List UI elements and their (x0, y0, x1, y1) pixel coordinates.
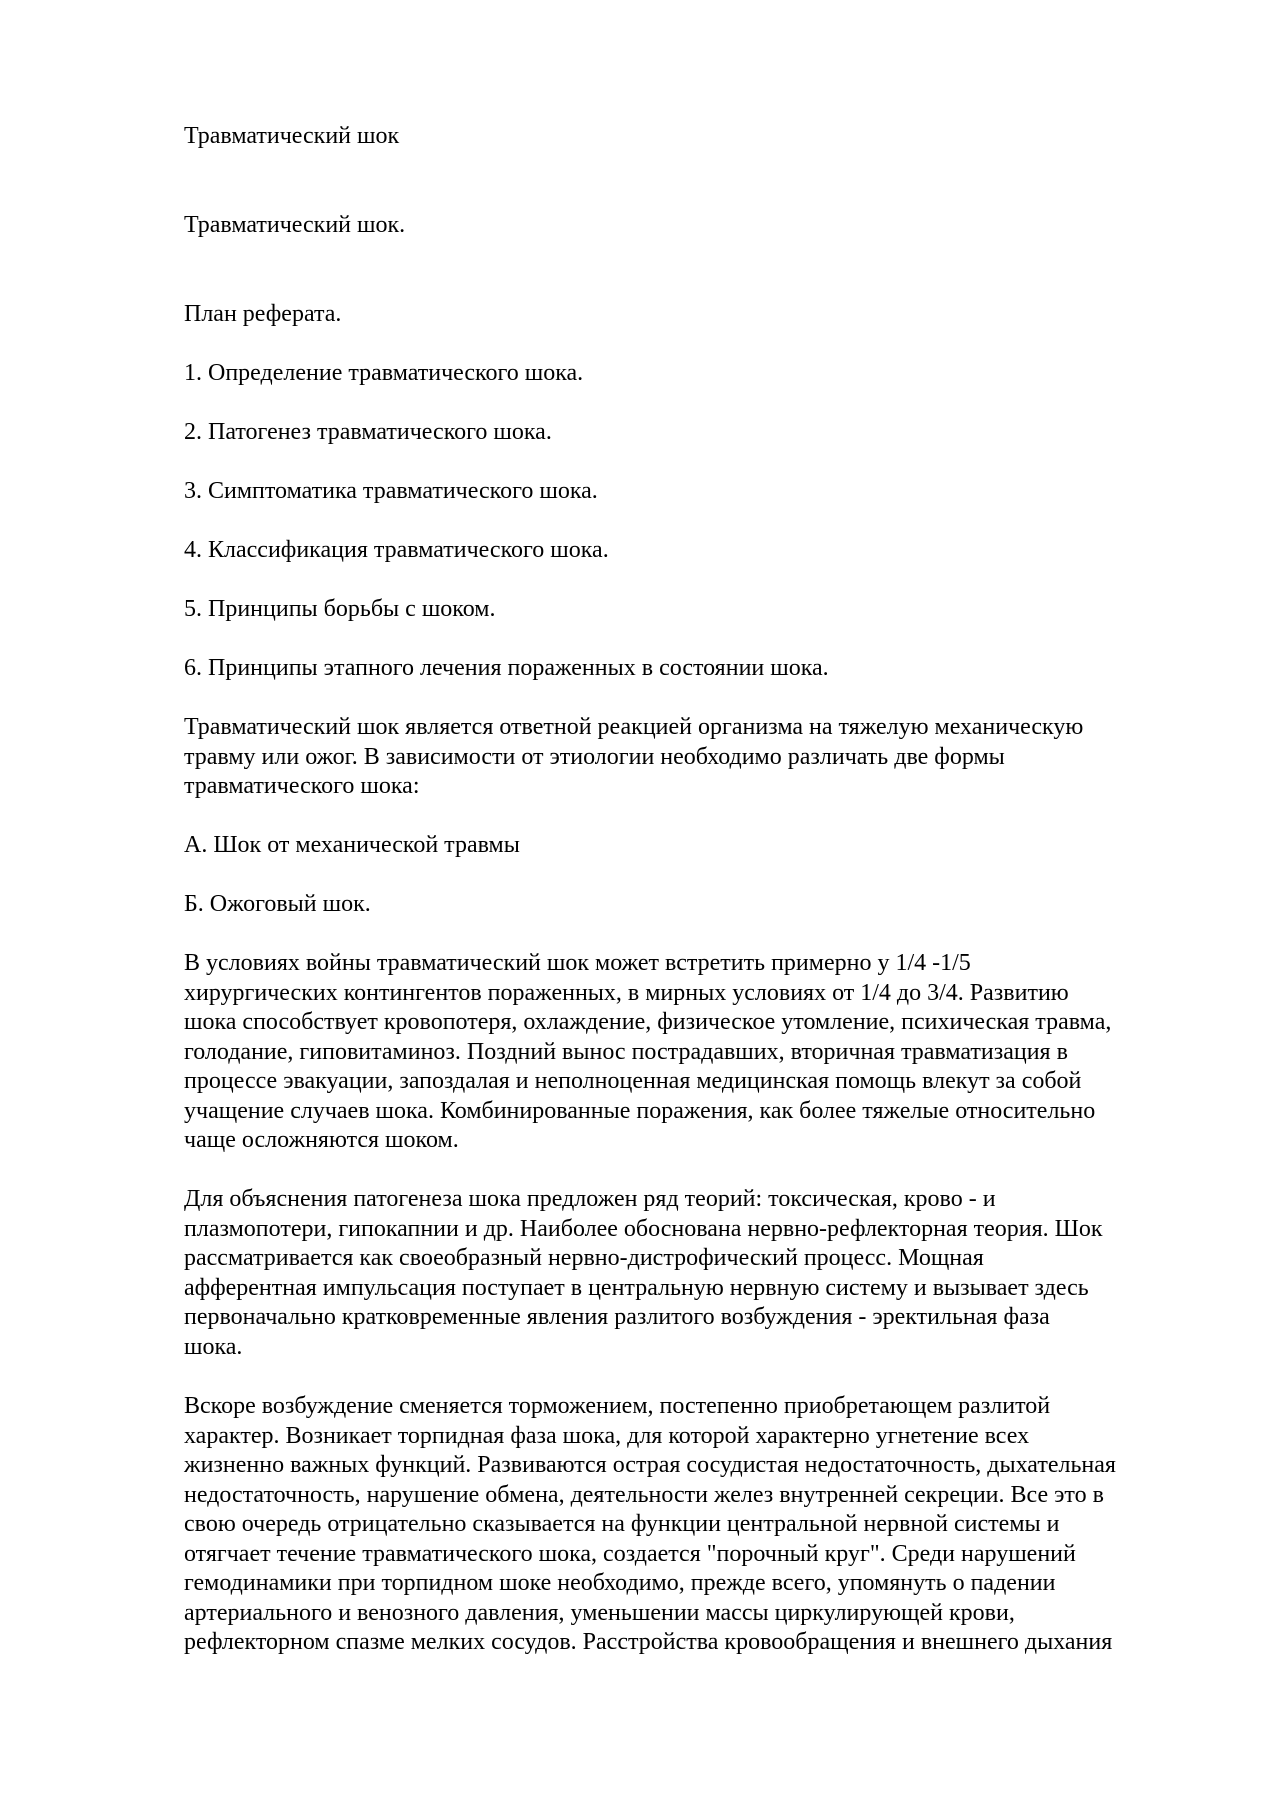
body-paragraph-1 (184, 949, 1194, 1156)
paragraph-line: травматического шока: (184, 773, 420, 799)
paragraph-line: артериального и венозного давления, уменьшении массы циркулирующей крови, (184, 1599, 1015, 1626)
paragraph-line: хирургических контингентов пораженных, в мирных условиях от 1/4 до 3/4. Развитию (184, 979, 1069, 1006)
paragraph-line: характер. Возникает торпидная фаза шока, для которой характерно угнетение всех (184, 1422, 1030, 1449)
paragraph-line: свою очередь отрицательно сказывается на функции центральной нервной системы и (184, 1511, 1060, 1537)
document-title: Травматический шок (184, 123, 400, 149)
paragraph-line: рассматривается как своеобразный нервно-дистрофический процесс. Мощная (184, 1245, 984, 1271)
paragraph-line: шока способствует кровопотеря, охлаждение, физическое утомление, психическая травма, (184, 1009, 1112, 1035)
paragraph-line: В условиях войны травматический шок может встретить примерно у 1/4 -1/5 (184, 950, 971, 976)
paragraph-line: учащение случаев шока. Комбинированные поражения, как более тяжелые относительно (184, 1097, 1096, 1124)
plan-item: 1. Определение травматического шока. (184, 360, 584, 386)
paragraph-line: процессе эвакуации, запоздалая и неполноценная медицинская помощь влекут за собой (184, 1068, 1082, 1094)
paragraph-line: чаще осложняются шоком. (184, 1127, 459, 1153)
body-paragraph-2 (184, 1185, 1194, 1362)
paragraph-line: отягчает течение травматического шока, создается "порочный круг". Среди нарушений (184, 1540, 1076, 1567)
plan-title: План реферата. (184, 301, 342, 327)
paragraph-line: недостаточность, нарушение обмена, деятельности желез внутренней секреции. Все это в (184, 1481, 1104, 1508)
paragraph-line: Вскоре возбуждение сменяется торможением, постепенно приобретающем разлитой (184, 1393, 1051, 1419)
plan-item: 6. Принципы этапного лечения пораженных в состоянии шока. (184, 655, 829, 681)
plan-item: 2. Патогенез травматического шока. (184, 419, 552, 445)
form-item: А. Шок от механической травмы (184, 832, 520, 858)
plan-item: 3. Симптоматика травматического шока. (184, 478, 598, 504)
paragraph-line: жизненно важных функций. Развиваются острая сосудистая недостаточность, дыхательная (184, 1452, 1116, 1478)
paragraph-line: Для объяснения патогенеза шока предложен ряд теорий: токсическая, крово - и (184, 1186, 996, 1212)
intro-paragraph (184, 713, 1194, 802)
plan-item: 5. Принципы борьбы с шоком. (184, 596, 496, 622)
paragraph-line: травму или ожог. В зависимости от этиологии необходимо различать две формы (184, 743, 1005, 770)
paragraph-line: Травматический шок является ответной реакцией организма на тяжелую механическую (184, 714, 1084, 740)
document-heading: Травматический шок. (184, 212, 406, 238)
paragraph-line: первоначально кратковременные явления разлитого возбуждения - эректильная фаза (184, 1304, 1050, 1330)
paragraph-line: голодание, гиповитаминоз. Поздний вынос пострадавших, вторичная травматизация в (184, 1038, 1068, 1065)
paragraph-line: плазмопотери, гипокапнии и др. Наиболее обоснована нервно-рефлекторная теория. Шок (184, 1215, 1103, 1242)
plan-item: 4. Классификация травматического шока. (184, 537, 609, 563)
paragraph-line: гемодинамики при торпидном шоке необходимо, прежде всего, упомянуть о падении (184, 1570, 1056, 1596)
form-item: Б. Ожоговый шок. (184, 891, 371, 917)
paragraph-line: рефлекторном спазме мелких сосудов. Расстройства кровообращения и внешнего дыхания (184, 1629, 1113, 1655)
paragraph-line: афферентная импульсация поступает в центральную нервную систему и вызывает здесь (184, 1274, 1089, 1301)
body-paragraph-3 (184, 1392, 1194, 1658)
paragraph-line: шока. (184, 1333, 243, 1360)
